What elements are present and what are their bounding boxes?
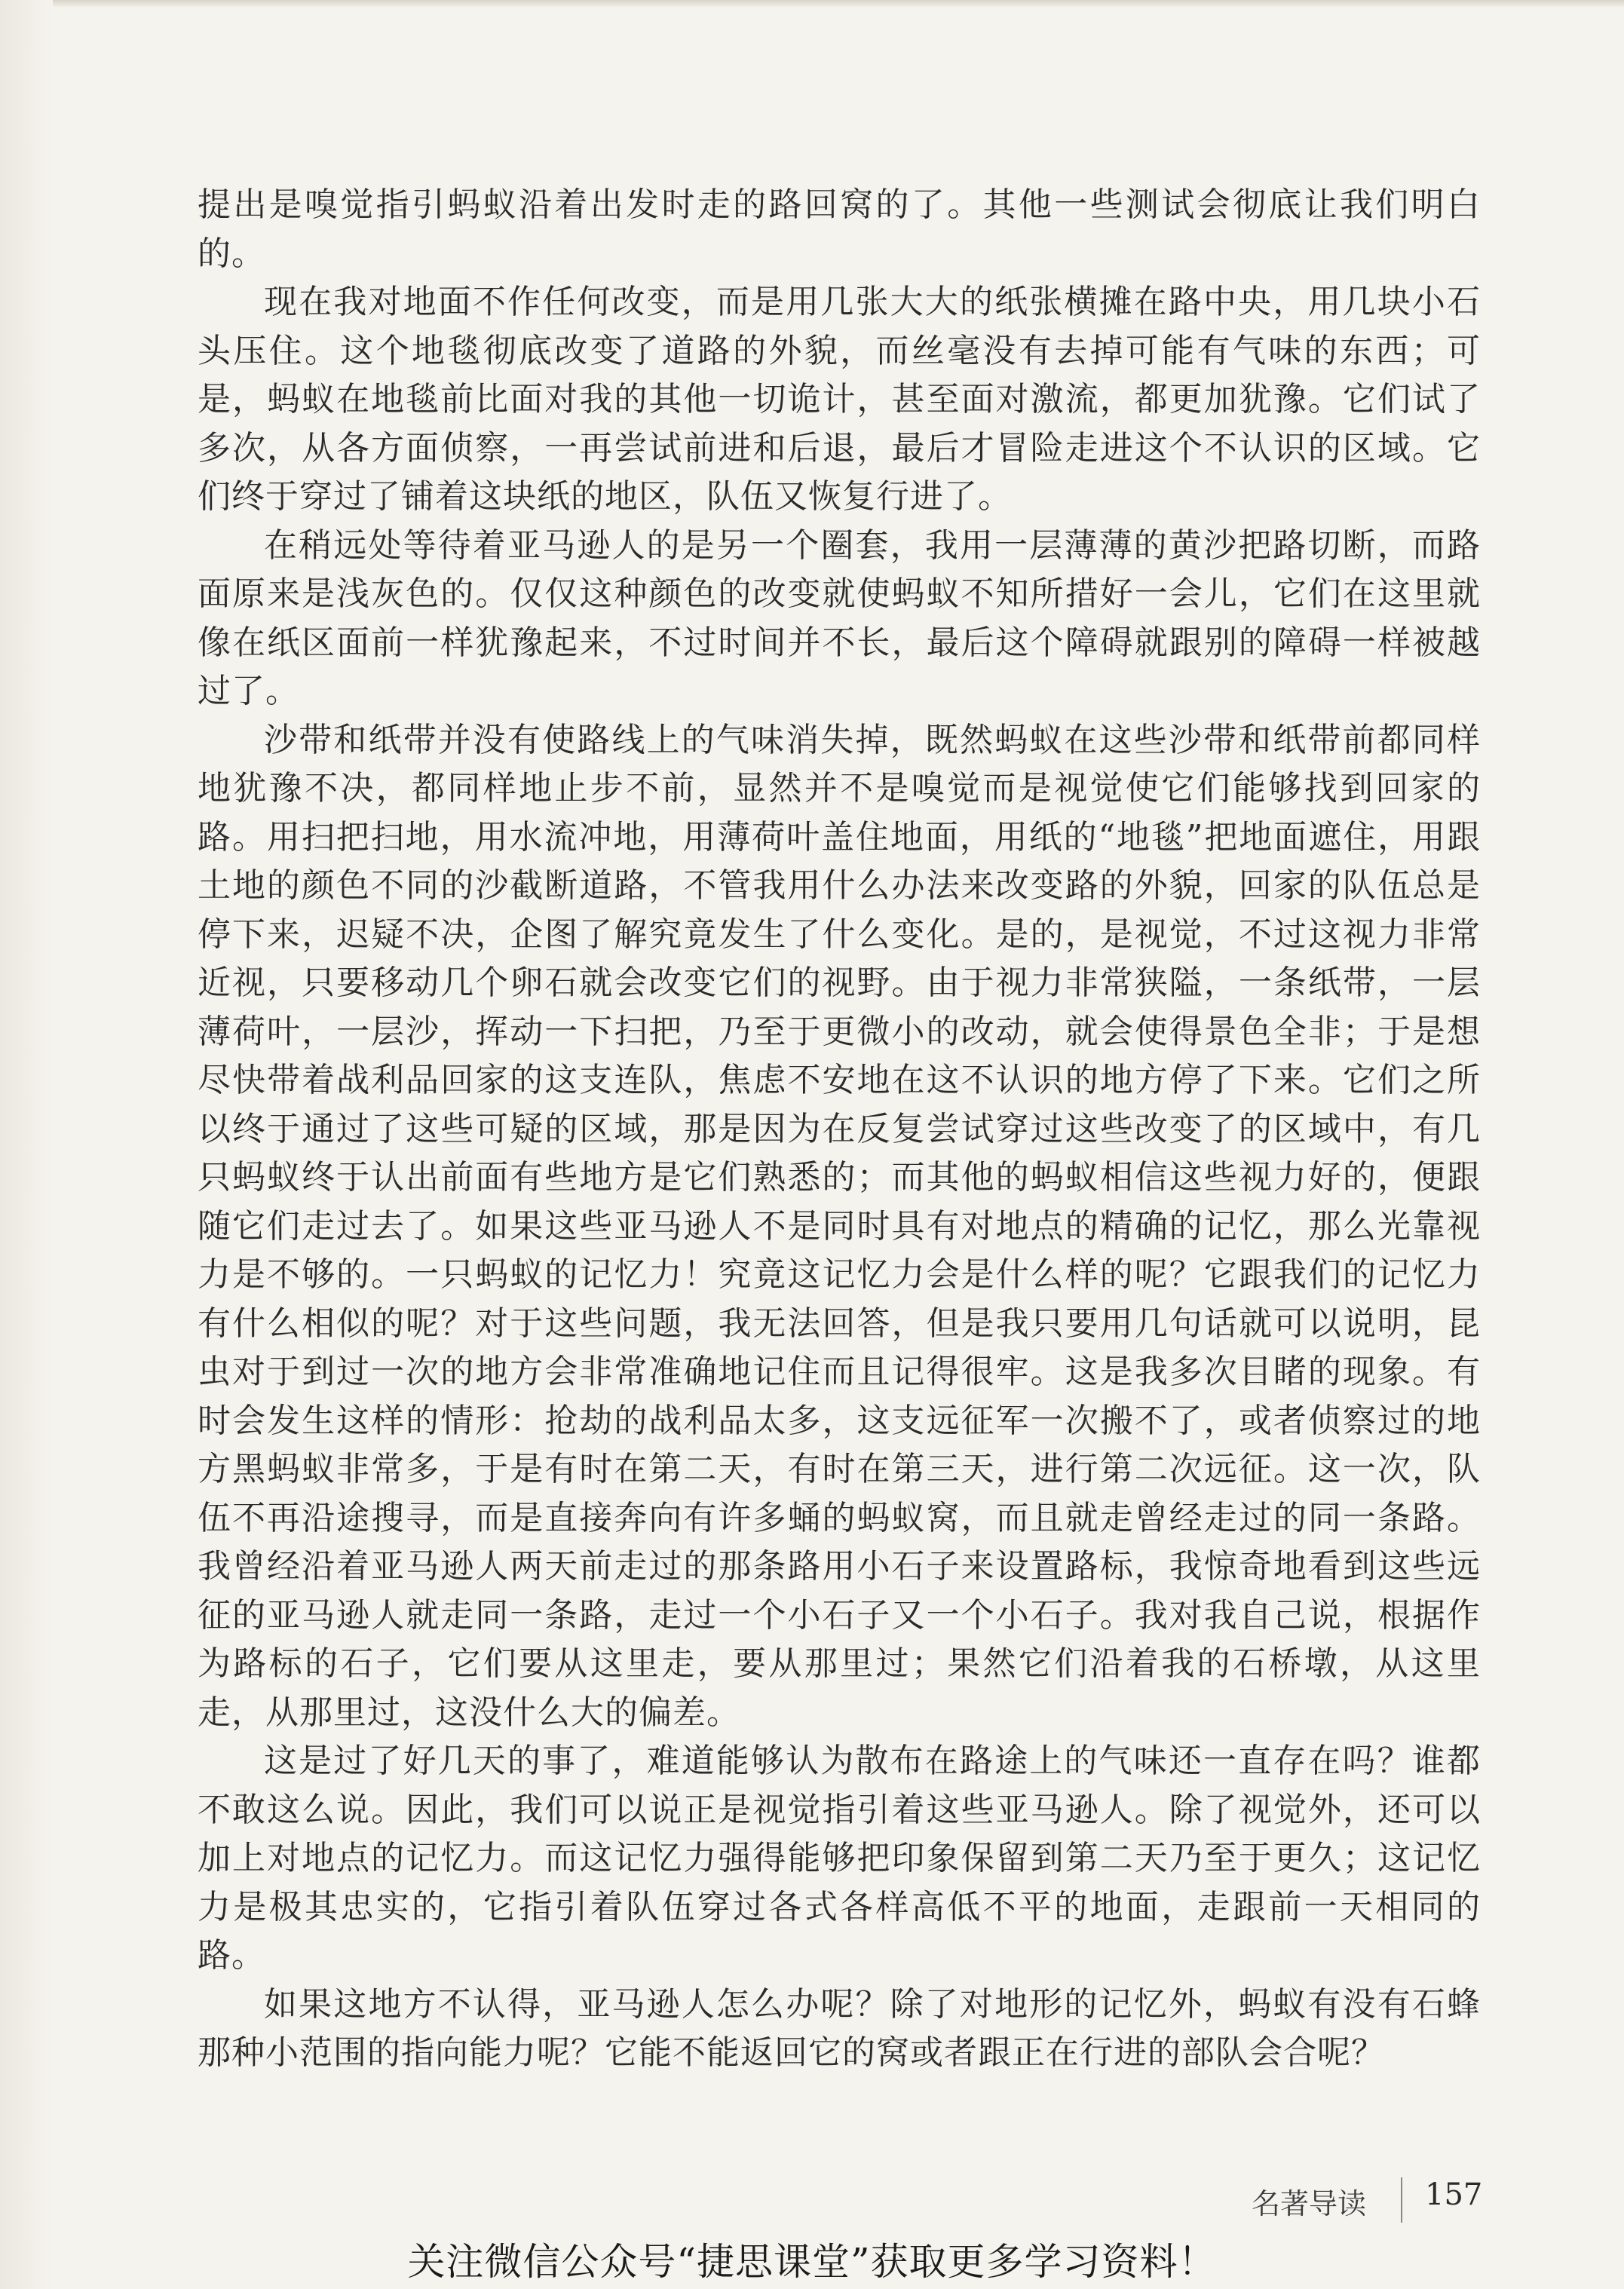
- paragraph-4: 沙带和纸带并没有使路线上的气味消失掉，既然蚂蚁在这些沙带和纸带前都同样地犹豫不决，都同样地止步不前，显然并不是嗅觉而是视觉使它们能够找到回家的路。用扫把扫地，用水流冲地，用薄荷叶盖住地面，用纸的“地毯”把地面遮住，用跟土地的颜色不同的沙截断道路，不管我用什么办法来改变路的外貌，回家的队伍总是停下来，迟疑不决，企图了解究竟发生了什么变化。是的，是视觉，不过这视力非常近视，只要移动几个卵石就会改变它们的视野。由于视力非常狭隘，一条纸带，一层薄荷叶，一层沙，挥动一下扫把，乃至于更微小的改动，就会使得景色全非；于是想尽快带着战利品回家的这支连队，焦虑不安地在这不认识的地方停了下来。它们之所以终于通过了这些可疑的区域，那是因为在反复尝试穿过这些改变了的区域中，有几只蚂蚁终于认出前面有些地方是它们熟悉的；而其他的蚂蚁相信这些视力好的，便跟随它们走过去了。如果这些亚马逊人不是同时具有对地点的精确的记忆，那么光靠视力是不够的。一只蚂蚁的记忆力！究竟这记忆力会是什么样的呢？它跟我们的记忆力有什么相似的呢？对于这些问题，我无法回答，但是我只要用几句话就可以说明，昆虫对于到过一次的地方会非常准确地记住而且记得很牢。这是我多次目睹的现象。有时会发生这样的情形：抢劫的战利品太多，这支远征军一次搬不了，或者侦察过的地方黑蚂蚁非常多，于是有时在第二天，有时在第三天，进行第二次远征。这一次，队伍不再沿途搜寻，而是直接奔向有许多蛹的蚂蚁窝，而且就走曾经走过的同一条路。我曾经沿着亚马逊人两天前走过的那条路用小石子来设置路标，我惊奇地看到这些远征的亚马逊人就走同一条路，走过一个小石子又一个小石子。我对我自己说，根据作为路标的石子，它们要从这里走，要从那里过；果然它们沿着我的石桥墩，从这里走，从那里过，这没什么大的偏差。: [198, 720, 1481, 1732]
- paragraph-6: 如果这地方不认得，亚马逊人怎么办呢？除了对地形的记忆外，蚂蚁有没有石蜂那种小范围的指向能力呢？它能不能返回它的窝或者跟正在行进的部队会合呢？: [198, 1984, 1481, 2072]
- page-top-edge: [0, 0, 1624, 8]
- paragraph-5: 这是过了好几天的事了，难道能够认为散布在路途上的气味还一直存在吗？谁都不敢这么说。因此，我们可以说正是视觉指引着这些亚马逊人。除了视觉外，还可以加上对地点的记忆力。而这记忆力强得能够把印象保留到第二天乃至于更久；这记忆力是极其忠实的，它指引着队伍穿过各式各样高低不平的地面，走跟前一天相同的路。: [198, 1742, 1481, 1975]
- paragraph-2: 现在我对地面不作任何改变，而是用几张大大的纸张横摊在路中央，用几块小石头压住。这个地毯彻底改变了道路的外貌，而丝毫没有去掉可能有气味的东西；可是，蚂蚁在地毯前比面对我的其他一切诡计，甚至面对激流，都更加犹豫。它们试了多次，从各方面侦察，一再尝试前进和后退，最后才冒险走进这个不认识的区域。它们终于穿过了铺着这块纸的地区，队伍又恢复行进了。: [198, 283, 1481, 516]
- footer-divider: [1401, 2177, 1402, 2223]
- paragraph-1: 提出是嗅觉指引蚂蚁沿着出发时走的路回窝的了。其他一些测试会彻底让我们明白的。: [198, 185, 1481, 273]
- footer-section-title: 名著导读: [1252, 2187, 1367, 2220]
- page-left-edge: [0, 0, 53, 2289]
- paragraph-3: 在稍远处等待着亚马逊人的是另一个圈套，我用一层薄薄的黄沙把路切断，而路面原来是浅灰色的。仅仅这种颜色的改变就使蚂蚁不知所措好一会儿，它们在这里就像在纸区面前一样犹豫起来，不过时间并不长，最后这个障碍就跟别的障碍一样被越过了。: [198, 526, 1481, 710]
- watermark-notice: 关注微信公众号“捷思课堂”获取更多学习资料！: [407, 2240, 1217, 2284]
- page-number: 157: [1425, 2177, 1483, 2212]
- body-text: [198, 181, 1481, 2078]
